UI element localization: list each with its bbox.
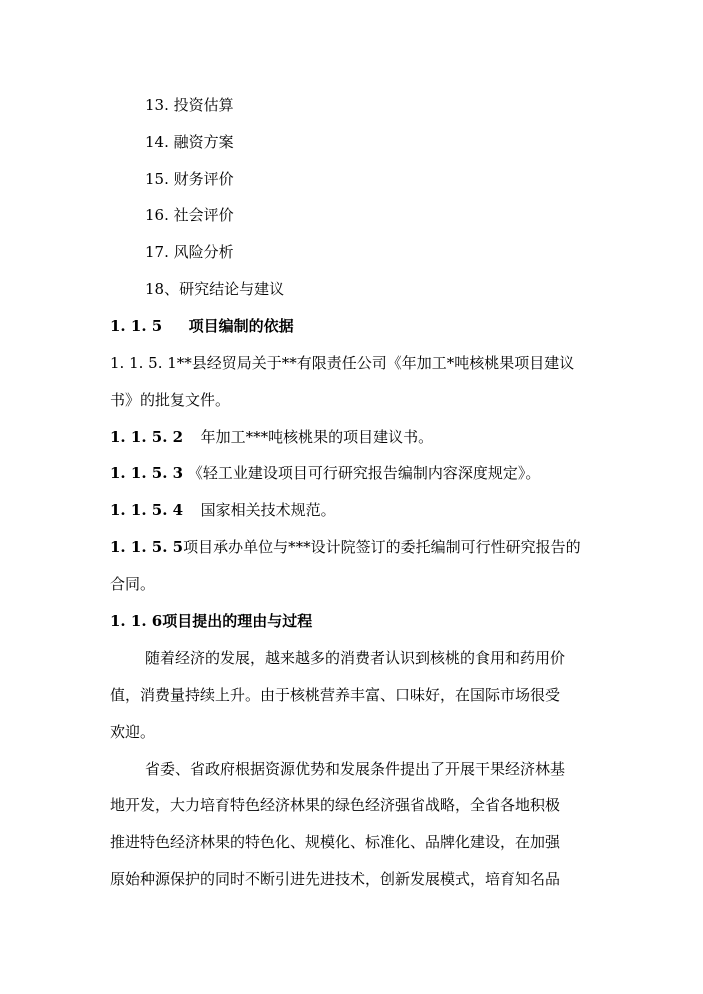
section-heading-115 — [110, 316, 294, 336]
paragraph-line: 原始种源保护的同时不断引进先进技术，创新发展模式，培育知名品 — [110, 870, 561, 888]
basis-item-1 — [110, 353, 574, 373]
heading-number: 1. 1. 5 — [110, 317, 163, 335]
item-number: 1. 1. 5. 1 — [110, 354, 177, 372]
heading-text: 项目提出的理由与过程 — [162, 612, 313, 630]
item-number: 1. 1. 5. 5 — [110, 538, 184, 556]
paragraph-line: 地开发，大力培育特色经济林果的绿色经济强省战略，全省各地积极 — [110, 796, 561, 814]
paragraph-line: 欢迎。 — [110, 723, 156, 741]
item-number: 1. 1. 5. 2 — [110, 428, 184, 446]
basis-item-2 — [110, 427, 433, 447]
list-item: 17. 风险分析 — [145, 243, 234, 261]
item-number: 1. 1. 5. 3 — [110, 464, 184, 482]
basis-item-5 — [110, 537, 581, 557]
item-text: 年加工***吨核桃果的项目建议书。 — [200, 428, 434, 446]
list-item: 13. 投资估算 — [145, 96, 234, 114]
heading-text: 项目编制的依据 — [188, 317, 294, 335]
basis-item-3 — [110, 463, 540, 483]
paragraph-line: 值，消费量持续上升。由于核桃营养丰富、口味好，在国际市场很受 — [110, 686, 561, 704]
list-item: 15. 财务评价 — [145, 170, 234, 188]
item-number: 1. 1. 5. 4 — [110, 501, 184, 519]
item-text: 项目承办单位与***设计院签订的委托编制可行性研究报告的 — [183, 538, 581, 556]
heading-number: 1. 1. 6 — [110, 612, 163, 630]
basis-item-5-continued: 合同。 — [110, 575, 156, 593]
basis-item-4 — [110, 500, 336, 520]
item-text: 《轻工业建设项目可行研究报告编制内容深度规定》。 — [187, 464, 541, 482]
paragraph-line: 省委、省政府根据资源优势和发展条件提出了开展干果经济林基 — [145, 760, 566, 778]
item-text: 国家相关技术规范。 — [200, 501, 336, 519]
list-item: 16. 社会评价 — [145, 206, 234, 224]
list-item: 14. 融资方案 — [145, 133, 234, 151]
paragraph-line: 推进特色经济林果的特色化、规模化、标准化、品牌化建设，在加强 — [110, 833, 561, 851]
basis-item-1-continued: 书》的批复文件。 — [110, 391, 231, 409]
section-heading-116 — [110, 611, 312, 631]
list-item: 18、研究结论与建议 — [145, 280, 285, 298]
paragraph-line: 随着经济的发展，越来越多的消费者认识到核桃的食用和药用价 — [145, 649, 566, 667]
item-text: **县经贸局关于**有限责任公司《年加工*吨核桃果项目建议 — [176, 354, 575, 372]
